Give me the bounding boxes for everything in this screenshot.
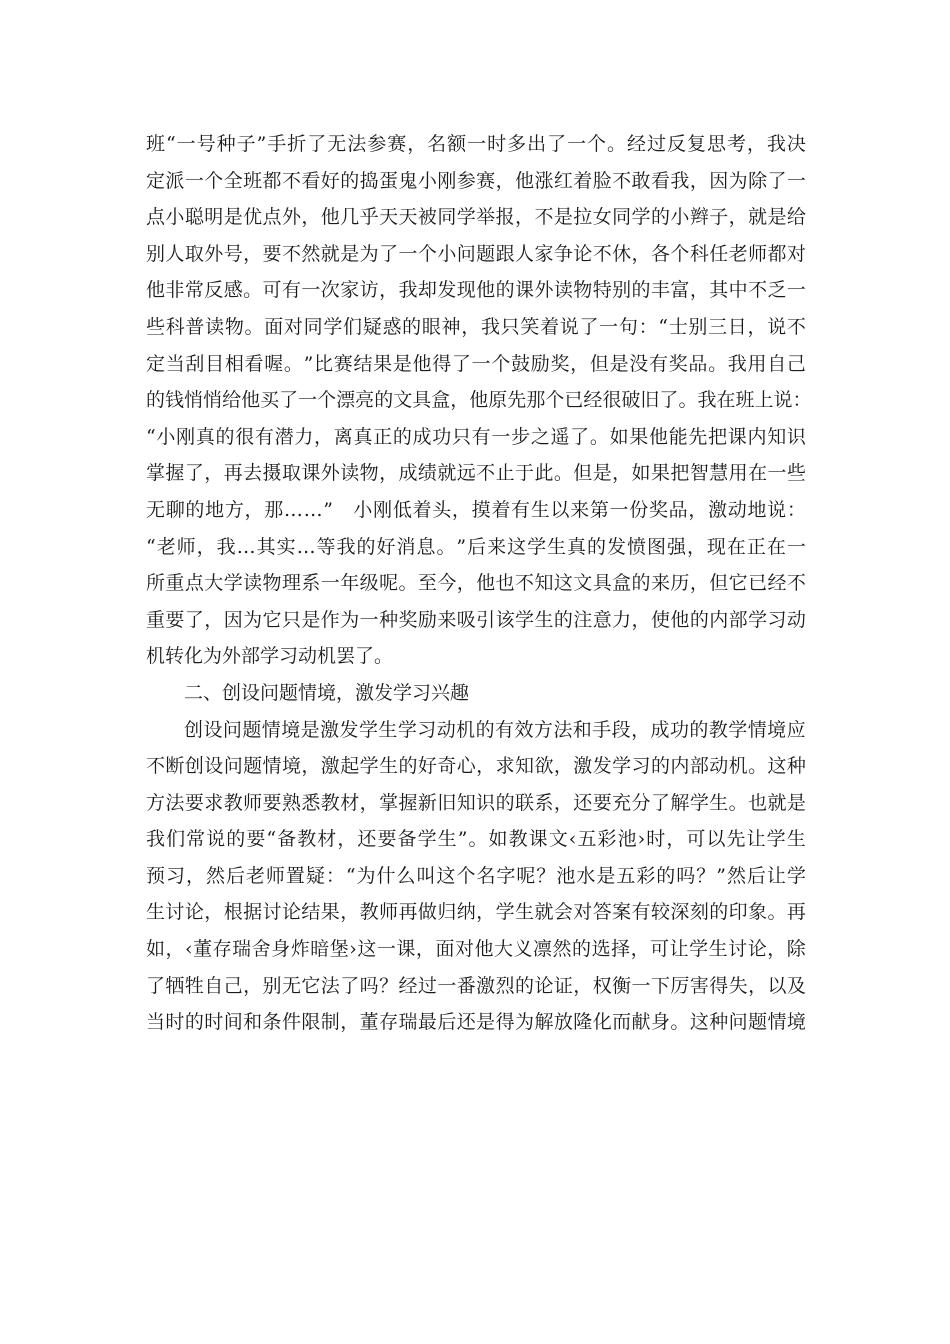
text-line: 我 们 常 说 的 要 “ 备 教 材 ， 还 要 备 学 生 ” 。 如 教 课 文 ‹ 五 彩 池 › 时 ， 可 以 先 让 学 生 (146, 828, 806, 851)
text-line: “ 老 师 ， 我 … 其 实 … 等 我 的 好 消 息 。 ” 后 来 这 学 生 真 的 发 愤 图 强 ， 现 在 正 在 一 (146, 535, 806, 558)
text-line: 方 法 要 求 教 师 要 熟 悉 教 材 ， 掌 握 新 旧 知 识 的 联 系 ， 还 要 充 分 了 解 学 生 。 也 就 是 (146, 791, 806, 814)
text-line: 如 ， ‹ 董 存 瑞 舍 身 炸 暗 堡 › 这 一 课 ， 面 对 他 大 义 凛 然 的 选 择 ， 可 让 学 生 讨 论 ， 除 (146, 938, 806, 961)
text-line: 机转化为外部学习动机罢了。 (146, 645, 394, 668)
text-line: 些 科 普 读 物 。 面 对 同 学 们 疑 惑 的 眼 神 ， 我 只 笑 着 说 了 一 句 ： “ 士 别 三 日 ， 说 不 (146, 315, 806, 338)
text-line: 当 时 的 时 间 和 条 件 限 制 ， 董 存 瑞 最 后 还 是 得 为 解 放 隆 化 而 献 身 。 这 种 问 题 情 境 (146, 1011, 806, 1034)
text-line: 重 要 了 ， 因 为 它 只 是 作 为 一 种 奖 励 来 吸 引 该 学 生 的 注 意 力 ， 使 他 的 内 部 学 习 动 (146, 608, 806, 631)
text-line: 不 断 创 设 问 题 情 境 ， 激 起 学 生 的 好 奇 心 ， 求 知 欲 ， 激 发 学 习 的 内 部 动 机 。 这 种 (146, 755, 806, 778)
text-line: 点 小 聪 明 是 优 点 外 ， 他 几 乎 天 天 被 同 学 举 报 ， 不 是 拉 女 同 学 的 小 辫 子 ， 就 是 给 (146, 206, 806, 229)
text-line: 生 讨 论 ， 根 据 讨 论 结 果 ， 教 师 再 做 归 纳 ， 学 生 就 会 对 答 案 有 较 深 刻 的 印 象 。 再 (146, 901, 806, 924)
text-line: 了 牺 牲 自 己 ， 别 无 它 法 了 吗 ？ 经 过 一 番 激 烈 的 论 证 ， 权 衡 一 下 厉 害 得 失 ， 以 及 (146, 974, 806, 997)
text-line: 别 人 取 外 号 ， 要 不 然 就 是 为 了 一 个 小 问 题 跟 人 家 争 论 不 休 ， 各 个 科 任 老 师 都 对 (146, 242, 806, 265)
text-line: 的 钱 悄 悄 给 他 买 了 一 个 漂 亮 的 文 具 盒 ， 他 原 先 那 个 已 经 很 破 旧 了 。 我 在 班 上 说 ： (146, 389, 812, 412)
text-line: 创 设 问 题 情 境 是 激 发 学 生 学 习 动 机 的 有 效 方 法 和 手 段 ， 成 功 的 教 学 情 境 应 (184, 718, 806, 741)
text-line: 掌 握 了 ， 再 去 摄 取 课 外 读 物 ， 成 绩 就 远 不 止 于 此 。 但 是 ， 如 果 把 智 慧 用 在 一 些 (146, 462, 806, 485)
section-heading: 二、创设问题情境，激发学习兴趣 (184, 681, 470, 704)
text-line: 预 习 ， 然 后 老 师 置 疑 ： “ 为 什 么 叫 这 个 名 字 呢 ？ 池 水 是 五 彩 的 吗 ？ ” 然 后 让 学 (146, 864, 806, 887)
text-line: 定 派 一 个 全 班 都 不 看 好 的 捣 蛋 鬼 小 刚 参 赛 ， 他 涨 红 着 脸 不 敢 看 我 ， 因 为 除 了 一 (146, 169, 806, 192)
text-line: 所 重 点 大 学 读 物 理 系 一 年 级 呢 。 至 今 ， 他 也 不 知 这 文 具 盒 的 来 历 ， 但 它 已 经 不 (146, 572, 806, 595)
text-line: 班 “ 一 号 种 子 ” 手 折 了 无 法 参 赛 ， 名 额 一 时 多 出 了 一 个 。 经 过 反 复 思 考 ， 我 决 (146, 133, 806, 155)
document-body (146, 126, 812, 1041)
text-line: 无 聊 的 地 方 ， 那 … … ” 小 刚 低 着 头 ， 摸 着 有 生 以 来 第 一 份 奖 品 ， 激 动 地 说 ： (146, 498, 806, 521)
text-line: 他 非 常 反 感 。 可 有 一 次 家 访 ， 我 却 发 现 他 的 课 外 读 物 特 别 的 丰 富 ， 其 中 不 乏 一 (146, 279, 806, 302)
text-line: 定 当 刮 目 相 看 喔 。 ” 比 赛 结 果 是 他 得 了 一 个 鼓 励 奖 ， 但 是 没 有 奖 品 。 我 用 自 己 (146, 352, 806, 375)
text-line: “ 小 刚 真 的 很 有 潜 力 ， 离 真 正 的 成 功 只 有 一 步 之 遥 了 。 如 果 他 能 先 把 课 内 知 识 (146, 425, 806, 448)
